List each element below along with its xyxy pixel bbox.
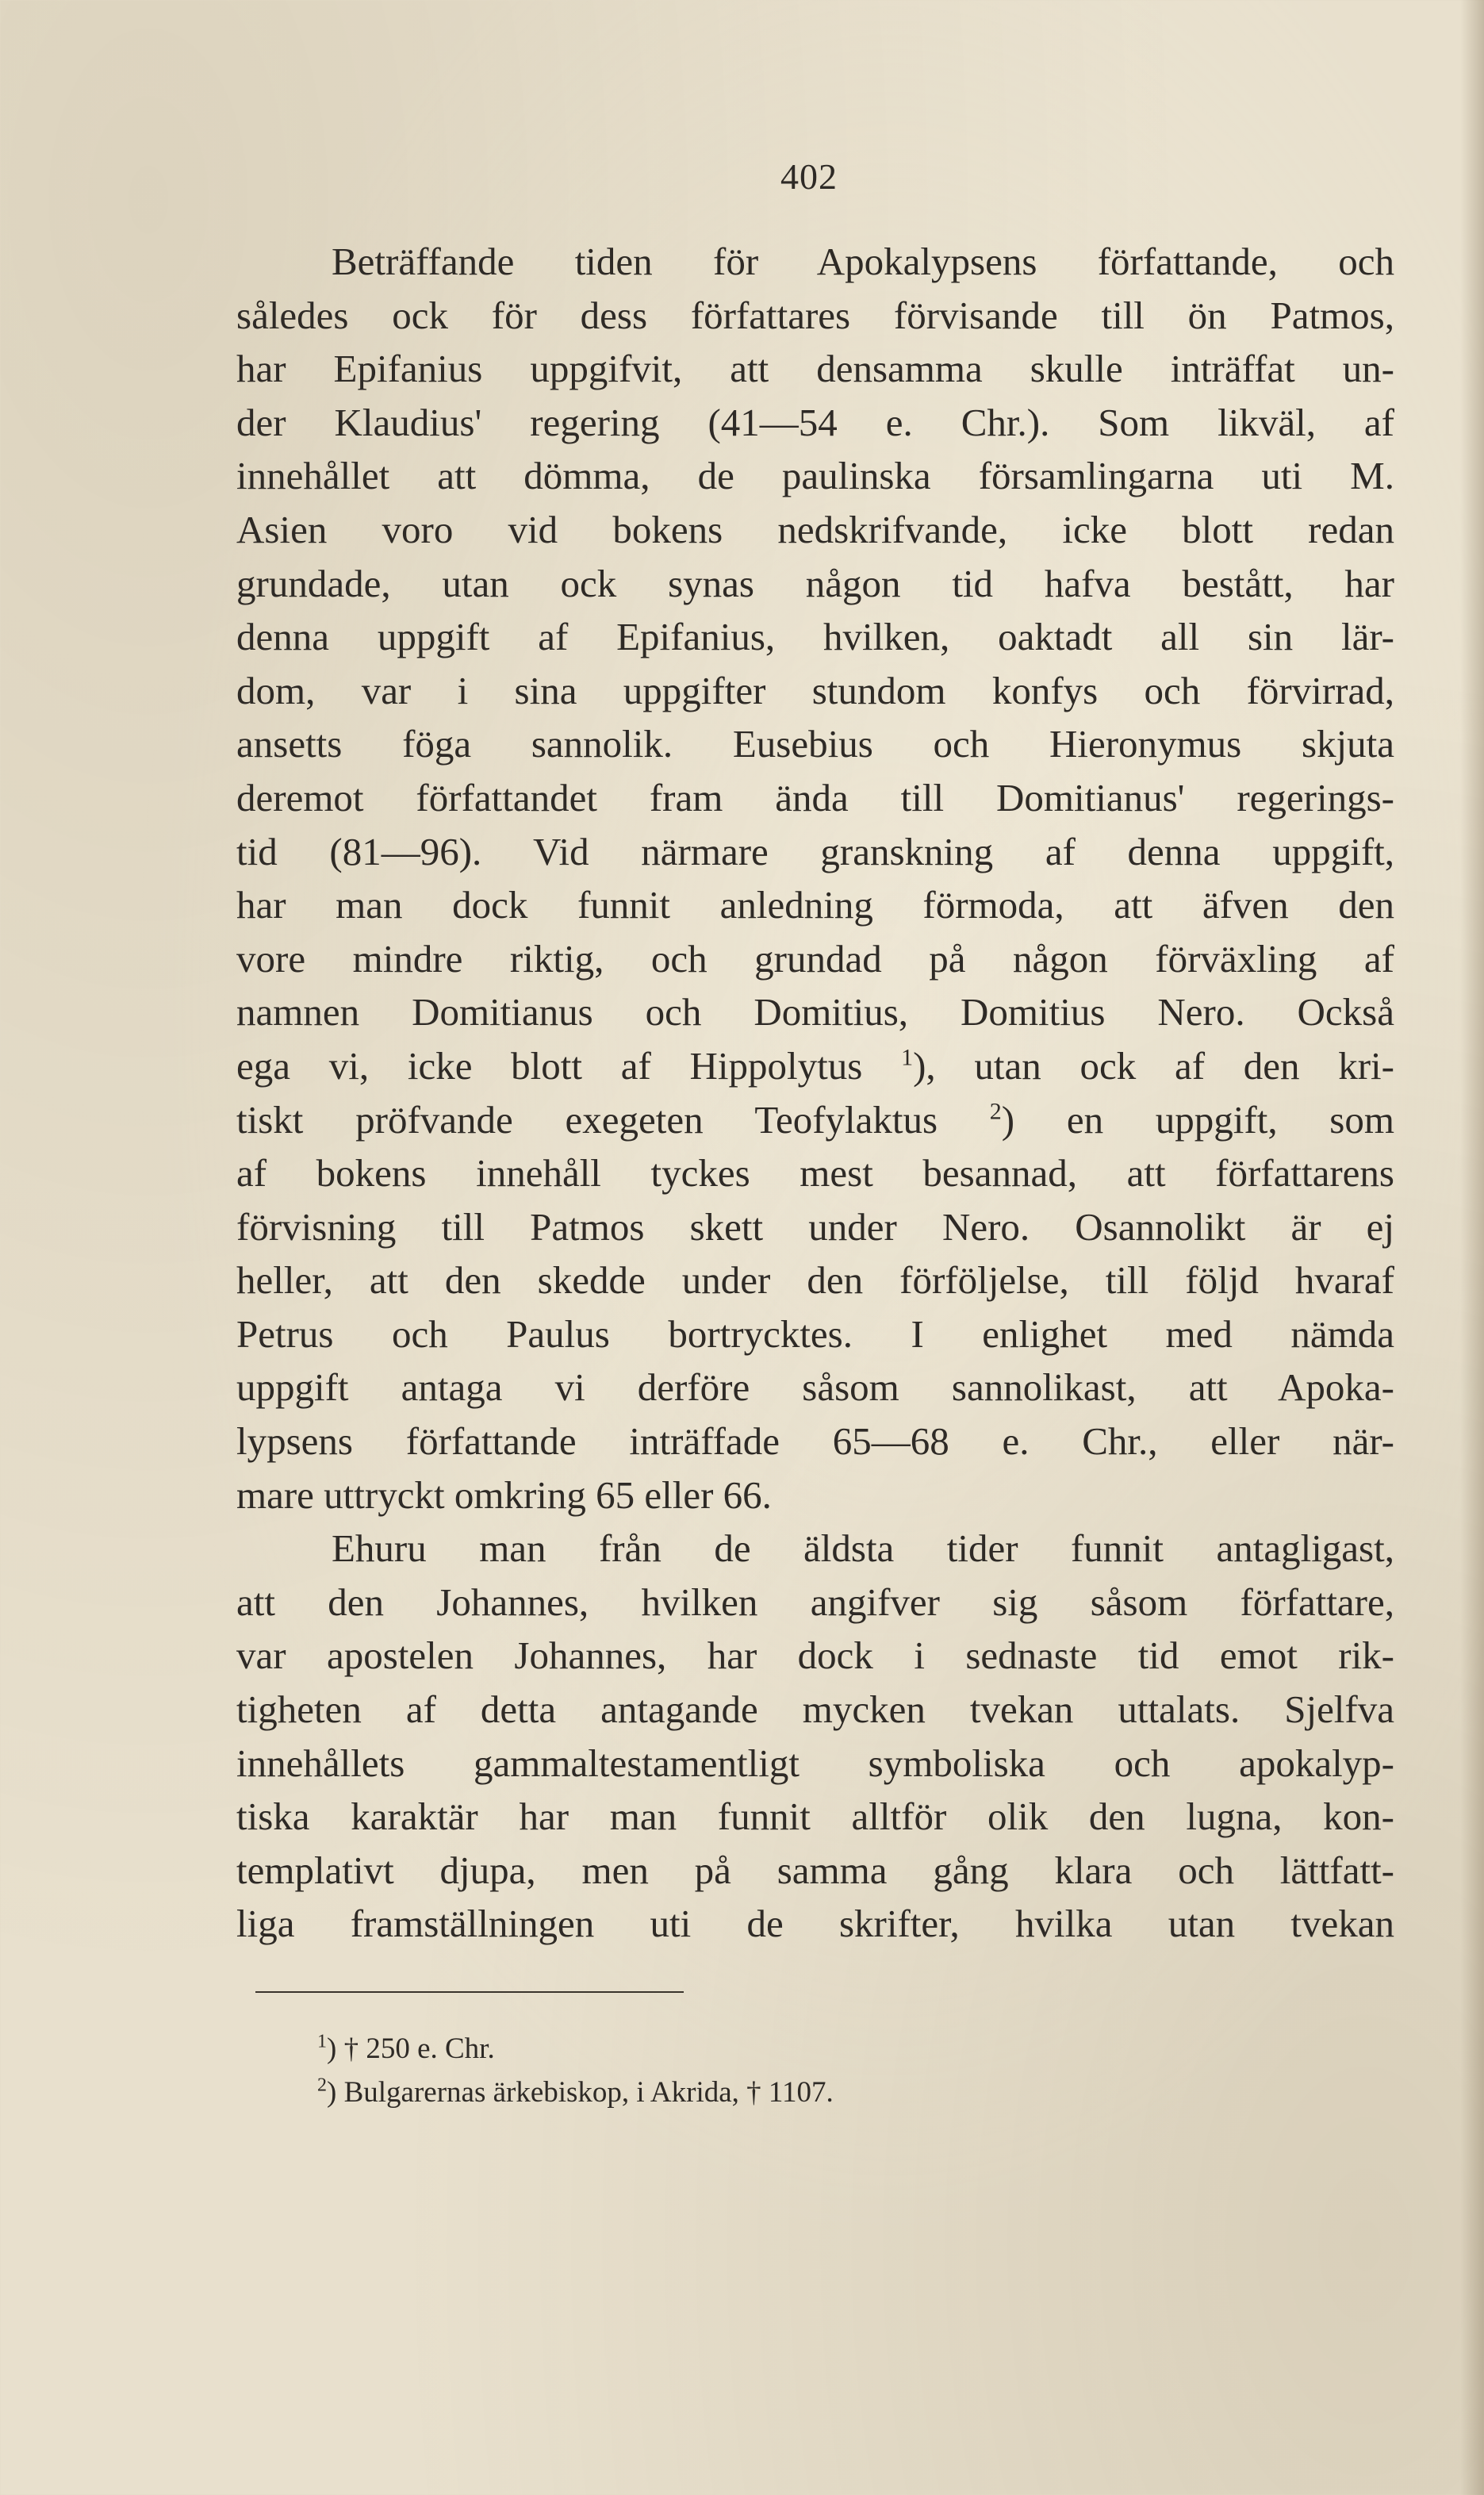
text-line-content: var apostelen Johannes, har dock i sednaste tid emot rik- xyxy=(236,1633,1394,1678)
footnote xyxy=(317,2071,1190,2114)
text-line-content: namnen Domitianus och Domitius, Domitius Nero. Också xyxy=(236,990,1394,1034)
text-line-content: heller, att den skedde under den förföljelse, till följd hvaraf xyxy=(236,1258,1394,1303)
text-line xyxy=(236,771,1394,825)
text-line-content: mare uttryckt omkring 65 eller 66. xyxy=(236,1472,772,1517)
text-line-content: liga framställningen uti de skrifter, hvilka utan tvekan xyxy=(236,1902,1394,1946)
text-line xyxy=(236,1576,1394,1629)
page-edge-shadow xyxy=(1460,0,1484,2495)
text-line xyxy=(236,449,1394,503)
text-line-content: Beträffande tiden för Apokalypsens författande, och xyxy=(332,240,1394,283)
text-line xyxy=(236,1093,1394,1147)
footnote-text: ) † 250 e. Chr. xyxy=(327,2032,495,2065)
footnotes xyxy=(317,2027,1190,2114)
footnote-divider xyxy=(255,1991,684,1993)
text-line-content: uppgift antaga vi derföre såsom sannolikast, att Apoka- xyxy=(236,1365,1394,1410)
text-line-content: grundade, utan ock synas någon tid hafva bestått, har xyxy=(236,561,1394,605)
text-line-content: deremot författandet fram ända till Domitianus' regerings- xyxy=(236,775,1394,820)
text-line xyxy=(236,1253,1394,1307)
text-line-content: ), utan ock af den kri- xyxy=(913,1043,1394,1088)
text-line-content: dom, var i sina uppgifter stundom konfys och förvirrad, xyxy=(236,668,1394,712)
text-line xyxy=(236,825,1394,879)
text-line xyxy=(236,1361,1394,1414)
text-line-content: har man dock funnit anledning förmoda, att äfven den xyxy=(236,883,1394,927)
text-line xyxy=(236,1468,1394,1522)
text-line-content: Petrus och Paulus bortrycktes. I enlighet med nämda xyxy=(236,1311,1394,1356)
text-line-content: ega vi, icke blott af Hippolytus xyxy=(236,1043,902,1088)
text-line xyxy=(236,1844,1394,1898)
text-line-content: ansetts föga sannolik. Eusebius och Hieronymus skjuta xyxy=(236,722,1394,766)
text-line xyxy=(236,503,1394,557)
text-line xyxy=(236,1307,1394,1361)
text-line-content: der Klaudius' regering (41—54 e. Chr.). Som likväl, af xyxy=(236,400,1394,444)
text-line-content: tiskt pröfvande exegeten Teofylaktus xyxy=(236,1097,990,1142)
text-line xyxy=(236,1683,1394,1737)
text-line xyxy=(236,1522,1394,1576)
text-line xyxy=(236,557,1394,611)
text-line-content: denna uppgift af Epifanius, hvilken, oaktadt all sin lär- xyxy=(236,615,1394,659)
text-line xyxy=(236,878,1394,932)
footnote xyxy=(317,2027,1190,2071)
text-line xyxy=(236,1200,1394,1254)
text-line-content: Ehuru man från de äldsta tider funnit antagligast, xyxy=(332,1526,1394,1571)
text-line-content: att den Johannes, hvilken angifver sig såsom författare, xyxy=(236,1580,1394,1624)
text-line-content: innehållet att dömma, de paulinska församlingarna uti M. xyxy=(236,454,1394,498)
text-line xyxy=(236,342,1394,396)
text-line-content: tigheten af detta antagande mycken tvekan uttalats. Sjelfva xyxy=(236,1687,1394,1732)
text-line-content: tiska karaktär har man funnit alltför olik den lugna, kon- xyxy=(236,1794,1394,1839)
text-line xyxy=(236,1629,1394,1683)
footnote-reference: 2 xyxy=(989,1098,1002,1125)
text-line-content: har Epifanius uppgifvit, att densamma skulle inträffat un- xyxy=(236,347,1394,391)
text-line xyxy=(236,1737,1394,1791)
footnote-mark: 1 xyxy=(317,2031,327,2052)
footnote-mark: 2 xyxy=(317,2075,327,2096)
text-line xyxy=(236,717,1394,771)
text-line-content: ) en uppgift, som xyxy=(1001,1097,1394,1142)
text-line-content: af bokens innehåll tyckes mest besannad, att författarens xyxy=(236,1151,1394,1196)
text-line xyxy=(236,985,1394,1039)
footnote-reference: 1 xyxy=(901,1044,914,1071)
text-line xyxy=(236,1146,1394,1200)
text-line-content: innehållets gammaltestamentligt symboliska och apokalyp- xyxy=(236,1741,1394,1785)
text-line-content: tid (81—96). Vid närmare granskning af denna uppgift, xyxy=(236,829,1394,873)
text-line xyxy=(236,664,1394,718)
text-line xyxy=(236,289,1394,343)
body-text xyxy=(236,235,1394,1951)
text-line xyxy=(236,1039,1394,1093)
text-line xyxy=(236,1414,1394,1468)
text-line xyxy=(236,610,1394,664)
text-line xyxy=(236,235,1394,289)
text-line-content: således ock för dess författares förvisande till ön Patmos, xyxy=(236,293,1394,337)
page-number: 402 xyxy=(780,156,838,197)
text-line-content: templativt djupa, men på samma gång klara och lättfatt- xyxy=(236,1848,1394,1892)
footnote-text: ) Bulgarernas ärkebiskop, i Akrida, † 1107. xyxy=(327,2076,834,2109)
text-line xyxy=(236,1897,1394,1951)
text-line-content: vore mindre riktig, och grundad på någon förväxling af xyxy=(236,936,1394,981)
text-line-content: förvisning till Patmos skett under Nero. Osannolikt är ej xyxy=(236,1204,1394,1249)
text-line-content: lypsens författande inträffade 65—68 e. Chr., eller när- xyxy=(236,1419,1394,1464)
text-line xyxy=(236,396,1394,450)
text-line xyxy=(236,1790,1394,1844)
text-line-content: Asien voro vid bokens nedskrifvande, icke blott redan xyxy=(236,507,1394,551)
text-line xyxy=(236,932,1394,986)
